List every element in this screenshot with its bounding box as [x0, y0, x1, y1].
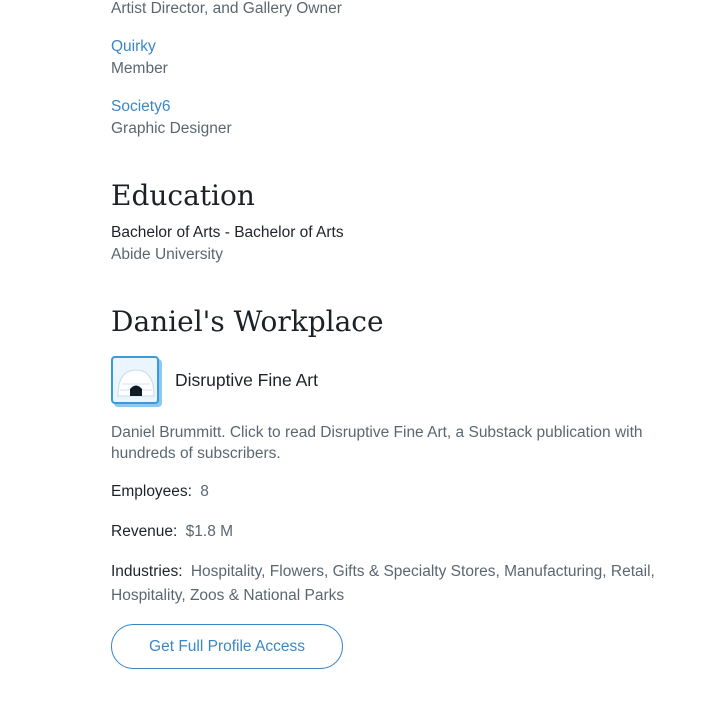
company-name[interactable]: Disruptive Fine Art: [175, 369, 318, 390]
industries-value: Hospitality, Flowers, Gifts & Specialty Stores, Manufacturing, Retail, Hospitality, Zoos & National Parks: [111, 563, 655, 604]
experience-item: [111, 96, 691, 140]
company-link-quirky[interactable]: Quirky: [111, 38, 156, 55]
company-row[interactable]: [111, 354, 691, 406]
education-heading: Education: [111, 179, 255, 212]
degree: Bachelor of Arts - Bachelor of Arts: [111, 224, 344, 241]
revenue-label: Revenue:: [111, 523, 178, 540]
revenue-stat: [111, 520, 691, 544]
industries-label: Industries:: [111, 563, 183, 580]
revenue-value: $1.8 M: [185, 523, 234, 540]
igloo-icon: [116, 362, 156, 400]
profile-content: [111, 0, 691, 669]
company-logo: [111, 356, 159, 404]
employees-label: Employees:: [111, 483, 192, 500]
workplace-heading: Daniel's Workplace: [111, 305, 384, 338]
company-description: Daniel Brummitt. Click to read Disruptive Fine Art, a Substack publication with hundreds of subscribers.: [111, 424, 643, 462]
employees-value: 8: [200, 483, 209, 500]
job-role: Artist Director, and Gallery Owner: [111, 0, 342, 17]
school: Abide University: [111, 246, 223, 263]
job-role: Graphic Designer: [111, 120, 232, 137]
employees-stat: [111, 480, 691, 504]
job-role: Member: [111, 60, 168, 77]
experience-item: [111, 0, 691, 20]
experience-item: [111, 36, 691, 80]
company-link-society6[interactable]: Society6: [111, 98, 171, 115]
get-full-profile-access-button[interactable]: Get Full Profile Access: [111, 624, 343, 669]
industries-stat: [111, 560, 671, 608]
